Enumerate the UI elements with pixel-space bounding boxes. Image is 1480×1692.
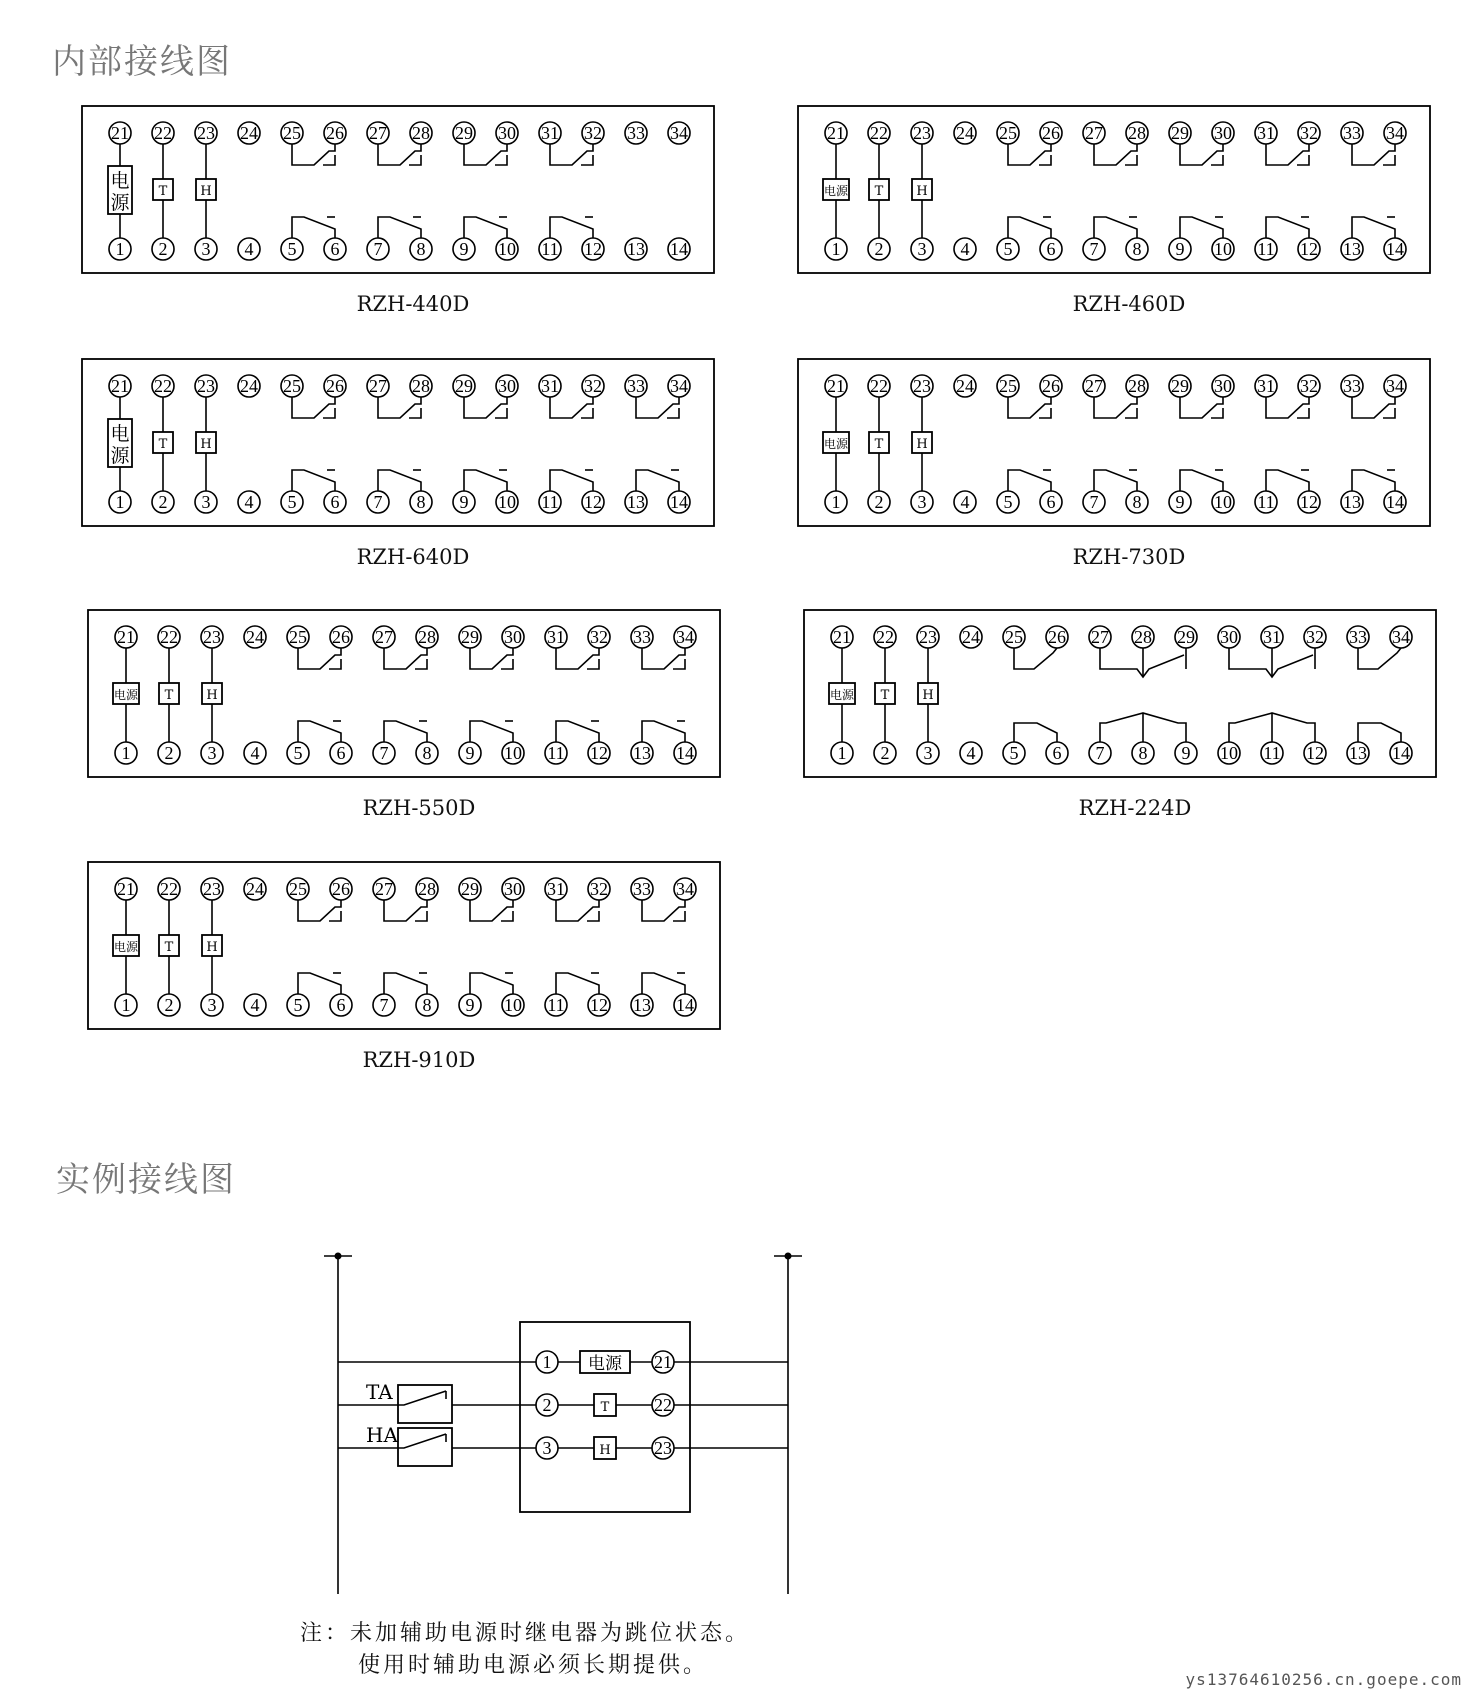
terminal-number: 4 <box>960 492 970 512</box>
terminal-number: 12 <box>1300 492 1318 512</box>
terminal-number: 28 <box>1134 627 1152 647</box>
terminal-number: 8 <box>1138 743 1148 763</box>
terminal-number: 25 <box>1005 627 1023 647</box>
terminal-number: 21 <box>111 123 129 143</box>
coil-label: T <box>874 184 884 199</box>
terminal-number: 30 <box>498 123 516 143</box>
terminal-number: 23 <box>197 123 215 143</box>
terminal-number: 24 <box>240 123 258 143</box>
terminal-number: 8 <box>422 995 432 1015</box>
coil-label: T <box>158 184 168 199</box>
terminal-number: 29 <box>1177 627 1195 647</box>
coil-label: H <box>599 1443 611 1458</box>
terminal-number: 5 <box>1009 743 1019 763</box>
terminal-number: 24 <box>962 627 980 647</box>
terminal-number: 24 <box>956 123 974 143</box>
terminal-number: 30 <box>1220 627 1238 647</box>
terminal-number: 29 <box>455 376 473 396</box>
terminal-number: 30 <box>1214 123 1232 143</box>
terminal-number: 3 <box>207 995 217 1015</box>
terminal-number: 21 <box>827 123 845 143</box>
coil-label: H <box>206 940 218 955</box>
terminal-number: 23 <box>919 627 937 647</box>
terminal-number: 13 <box>1343 492 1361 512</box>
terminal-number: 27 <box>1085 123 1103 143</box>
terminal-number: 22 <box>160 627 178 647</box>
power-label: 源 <box>110 192 130 214</box>
power-label: 电 <box>110 423 130 445</box>
terminal-number: 32 <box>590 627 608 647</box>
terminal-number: 24 <box>246 627 264 647</box>
power-label: 电源 <box>113 688 139 702</box>
terminal-number: 24 <box>240 376 258 396</box>
bus-node <box>335 1253 342 1260</box>
terminal-number: 10 <box>1220 743 1238 763</box>
terminal-number: 10 <box>504 743 522 763</box>
terminal-number: 7 <box>373 492 383 512</box>
terminal-number: 1 <box>831 239 841 259</box>
terminal-number: 11 <box>547 743 565 763</box>
coil-label: H <box>206 688 218 703</box>
terminal-number: 3 <box>207 743 217 763</box>
terminal-number: 11 <box>1257 492 1275 512</box>
terminal-number: 28 <box>412 123 430 143</box>
power-label: 电源 <box>588 1354 622 1374</box>
terminal-number: 5 <box>293 995 303 1015</box>
terminal-number: 2 <box>874 239 884 259</box>
coil-label: T <box>158 437 168 452</box>
coil-label: T <box>874 437 884 452</box>
terminal-number: 12 <box>590 995 608 1015</box>
terminal-number: 23 <box>203 627 221 647</box>
power-label: 电源 <box>829 688 855 702</box>
terminal-number: 6 <box>330 492 340 512</box>
terminal-number: 25 <box>283 376 301 396</box>
terminal-number: 6 <box>330 239 340 259</box>
terminal-number: 2 <box>158 492 168 512</box>
coil-label: H <box>200 184 212 199</box>
terminal-number: 11 <box>547 995 565 1015</box>
terminal-number: 28 <box>1128 376 1146 396</box>
wiring-diagram-rzh-440d <box>82 106 714 316</box>
terminal-number: 8 <box>422 743 432 763</box>
wiring-diagram-rzh-550d <box>88 610 720 820</box>
terminal-number: 23 <box>654 1438 672 1458</box>
power-label: 源 <box>110 445 130 467</box>
terminal-number: 13 <box>633 995 651 1015</box>
terminal-number: 32 <box>590 879 608 899</box>
terminal-number: 33 <box>633 879 651 899</box>
terminal-number: 29 <box>1171 376 1189 396</box>
terminal-number: 30 <box>504 627 522 647</box>
terminal-number: 22 <box>870 123 888 143</box>
terminal-number: 34 <box>1392 627 1410 647</box>
terminal-number: 34 <box>1386 376 1404 396</box>
terminal-number: 10 <box>1214 239 1232 259</box>
coil-label: T <box>600 1400 610 1415</box>
terminal-number: 3 <box>201 492 211 512</box>
terminal-number: 30 <box>498 376 516 396</box>
terminal-number: 14 <box>1392 743 1410 763</box>
terminal-number: 11 <box>1263 743 1281 763</box>
model-caption: RZH-730D <box>1072 545 1186 569</box>
terminal-number: 13 <box>627 492 645 512</box>
terminal-number: 27 <box>1091 627 1109 647</box>
terminal-number: 34 <box>670 123 688 143</box>
terminal-number: 32 <box>1300 123 1318 143</box>
terminal-number: 14 <box>676 995 694 1015</box>
terminal-number: 12 <box>584 492 602 512</box>
terminal-number: 3 <box>542 1438 552 1458</box>
terminal-number: 26 <box>326 123 344 143</box>
internal-wiring-title: 内部接线图 <box>52 42 232 82</box>
terminal-number: 34 <box>670 376 688 396</box>
terminal-number: 33 <box>627 123 645 143</box>
terminal-number: 14 <box>670 239 688 259</box>
terminal-number: 33 <box>1343 123 1361 143</box>
terminal-number: 28 <box>418 627 436 647</box>
terminal-number: 9 <box>1175 492 1185 512</box>
diagram-frame <box>798 359 1430 526</box>
terminal-number: 12 <box>1300 239 1318 259</box>
terminal-number: 27 <box>369 123 387 143</box>
terminal-number: 12 <box>584 239 602 259</box>
terminal-number: 31 <box>547 627 565 647</box>
wiring-diagram-rzh-224d <box>804 610 1436 820</box>
bus-node <box>785 1253 792 1260</box>
terminal-number: 34 <box>676 627 694 647</box>
model-caption: RZH-910D <box>362 1048 476 1072</box>
coil-label: T <box>880 688 890 703</box>
terminal-number: 21 <box>827 376 845 396</box>
terminal-number: 25 <box>289 879 307 899</box>
terminal-number: 14 <box>676 743 694 763</box>
terminal-number: 7 <box>379 995 389 1015</box>
note-line-2: 使用时辅助电源必须长期提供。 <box>358 1653 709 1678</box>
terminal-number: 29 <box>455 123 473 143</box>
terminal-number: 2 <box>158 239 168 259</box>
diagram-frame <box>798 106 1430 273</box>
terminal-number: 31 <box>541 376 559 396</box>
terminal-number: 12 <box>590 743 608 763</box>
terminal-number: 26 <box>1048 627 1066 647</box>
terminal-number: 7 <box>1095 743 1105 763</box>
terminal-number: 5 <box>287 239 297 259</box>
terminal-number: 31 <box>1263 627 1281 647</box>
terminal-number: 33 <box>627 376 645 396</box>
terminal-number: 26 <box>332 879 350 899</box>
terminal-number: 8 <box>416 492 426 512</box>
diagram-frame <box>804 610 1436 777</box>
terminal-number: 6 <box>336 743 346 763</box>
terminal-number: 14 <box>670 492 688 512</box>
terminal-number: 23 <box>913 376 931 396</box>
terminal-number: 4 <box>244 492 254 512</box>
terminal-number: 11 <box>541 492 559 512</box>
terminal-number: 31 <box>1257 123 1275 143</box>
terminal-number: 10 <box>498 239 516 259</box>
terminal-number: 32 <box>1300 376 1318 396</box>
terminal-number: 4 <box>960 239 970 259</box>
terminal-number: 1 <box>121 743 131 763</box>
terminal-number: 21 <box>117 627 135 647</box>
model-caption: RZH-224D <box>1078 796 1192 820</box>
power-label: 电源 <box>113 940 139 954</box>
terminal-number: 22 <box>154 376 172 396</box>
coil-label: H <box>200 437 212 452</box>
terminal-number: 3 <box>917 492 927 512</box>
terminal-number: 21 <box>654 1352 672 1372</box>
terminal-number: 30 <box>1214 376 1232 396</box>
diagram-frame <box>88 862 720 1029</box>
example-wiring-diagram <box>324 1253 802 1595</box>
terminal-number: 1 <box>115 492 125 512</box>
terminal-number: 28 <box>1128 123 1146 143</box>
terminal-number: 6 <box>1046 492 1056 512</box>
terminal-number: 11 <box>1257 239 1275 259</box>
terminal-number: 8 <box>1132 492 1142 512</box>
terminal-number: 10 <box>498 492 516 512</box>
model-caption: RZH-640D <box>356 545 470 569</box>
terminal-number: 9 <box>465 743 475 763</box>
terminal-number: 2 <box>542 1395 552 1415</box>
terminal-number: 7 <box>1089 239 1099 259</box>
diagram-frame <box>88 610 720 777</box>
terminal-number: 7 <box>379 743 389 763</box>
note-line-1: 注：未加辅助电源时继电器为跳位状态。 <box>300 1621 751 1646</box>
terminal-number: 22 <box>870 376 888 396</box>
terminal-number: 1 <box>121 995 131 1015</box>
terminal-number: 34 <box>1386 123 1404 143</box>
terminal-number: 29 <box>461 879 479 899</box>
terminal-number: 1 <box>831 492 841 512</box>
terminal-number: 9 <box>1175 239 1185 259</box>
terminal-number: 6 <box>336 995 346 1015</box>
terminal-number: 30 <box>504 879 522 899</box>
terminal-number: 4 <box>966 743 976 763</box>
diagram-frame <box>82 359 714 526</box>
footer-url: ys13764610256.cn.goepe.com <box>1185 1670 1462 1689</box>
terminal-number: 24 <box>956 376 974 396</box>
wiring-diagram-rzh-730d <box>798 359 1430 569</box>
terminal-number: 25 <box>999 123 1017 143</box>
terminal-number: 7 <box>1089 492 1099 512</box>
terminal-number: 23 <box>197 376 215 396</box>
terminal-number: 33 <box>633 627 651 647</box>
terminal-number: 7 <box>373 239 383 259</box>
terminal-number: 3 <box>923 743 933 763</box>
terminal-number: 21 <box>833 627 851 647</box>
terminal-number: 27 <box>369 376 387 396</box>
terminal-number: 26 <box>1042 123 1060 143</box>
terminal-number: 27 <box>375 627 393 647</box>
terminal-number: 5 <box>1003 492 1013 512</box>
terminal-number: 26 <box>326 376 344 396</box>
terminal-number: 28 <box>412 376 430 396</box>
terminal-number: 14 <box>1386 239 1404 259</box>
coil-label: H <box>916 437 928 452</box>
terminal-number: 26 <box>1042 376 1060 396</box>
coil-label: H <box>922 688 934 703</box>
terminal-number: 1 <box>115 239 125 259</box>
terminal-number: 6 <box>1052 743 1062 763</box>
wiring-diagram-rzh-640d <box>82 359 714 569</box>
terminal-number: 21 <box>117 879 135 899</box>
terminal-number: 3 <box>917 239 927 259</box>
terminal-number: 22 <box>160 879 178 899</box>
terminal-number: 29 <box>461 627 479 647</box>
terminal-number: 4 <box>250 995 260 1015</box>
terminal-number: 31 <box>541 123 559 143</box>
terminal-number: 10 <box>1214 492 1232 512</box>
terminal-number: 23 <box>203 879 221 899</box>
terminal-number: 13 <box>1349 743 1367 763</box>
terminal-number: 9 <box>459 492 469 512</box>
power-label: 电 <box>110 170 130 192</box>
terminal-number: 5 <box>293 743 303 763</box>
terminal-number: 33 <box>1349 627 1367 647</box>
terminal-number: 4 <box>244 239 254 259</box>
terminal-number: 4 <box>250 743 260 763</box>
terminal-number: 21 <box>111 376 129 396</box>
terminal-number: 32 <box>584 123 602 143</box>
terminal-number: 27 <box>1085 376 1103 396</box>
terminal-number: 23 <box>913 123 931 143</box>
terminal-number: 2 <box>164 743 174 763</box>
terminal-number: 31 <box>547 879 565 899</box>
terminal-number: 33 <box>1343 376 1361 396</box>
wiring-diagram-rzh-910d <box>88 862 720 1072</box>
terminal-number: 11 <box>541 239 559 259</box>
terminal-number: 9 <box>465 995 475 1015</box>
terminal-number: 1 <box>837 743 847 763</box>
terminal-number: 25 <box>283 123 301 143</box>
model-caption: RZH-460D <box>1072 292 1186 316</box>
power-label: 电源 <box>823 437 849 451</box>
terminal-number: 2 <box>880 743 890 763</box>
terminal-number: 28 <box>418 879 436 899</box>
switch-label: TA <box>366 1380 393 1404</box>
terminal-number: 10 <box>504 995 522 1015</box>
terminal-number: 27 <box>375 879 393 899</box>
model-caption: RZH-550D <box>362 796 476 820</box>
terminal-number: 2 <box>164 995 174 1015</box>
switch-label: HA <box>366 1423 398 1447</box>
terminal-number: 32 <box>1306 627 1324 647</box>
terminal-number: 24 <box>246 879 264 899</box>
terminal-number: 6 <box>1046 239 1056 259</box>
terminal-number: 2 <box>874 492 884 512</box>
terminal-number: 26 <box>332 627 350 647</box>
terminal-number: 12 <box>1306 743 1324 763</box>
terminal-number: 31 <box>1257 376 1275 396</box>
coil-label: H <box>916 184 928 199</box>
terminal-number: 32 <box>584 376 602 396</box>
terminal-number: 8 <box>1132 239 1142 259</box>
terminal-number: 13 <box>627 239 645 259</box>
terminal-number: 29 <box>1171 123 1189 143</box>
terminal-number: 34 <box>676 879 694 899</box>
terminal-number: 14 <box>1386 492 1404 512</box>
terminal-number: 22 <box>654 1395 672 1415</box>
diagram-frame <box>82 106 714 273</box>
terminal-number: 3 <box>201 239 211 259</box>
terminal-number: 22 <box>154 123 172 143</box>
coil-label: T <box>164 940 174 955</box>
terminal-number: 8 <box>416 239 426 259</box>
terminal-number: 5 <box>1003 239 1013 259</box>
coil-label: T <box>164 688 174 703</box>
terminal-number: 9 <box>459 239 469 259</box>
terminal-number: 5 <box>287 492 297 512</box>
terminal-number: 22 <box>876 627 894 647</box>
power-label: 电源 <box>823 184 849 198</box>
terminal-number: 9 <box>1181 743 1191 763</box>
terminal-number: 25 <box>289 627 307 647</box>
terminal-number: 13 <box>633 743 651 763</box>
terminal-number: 25 <box>999 376 1017 396</box>
wiring-diagram-rzh-460d <box>798 106 1430 316</box>
terminal-number: 13 <box>1343 239 1361 259</box>
model-caption: RZH-440D <box>356 292 470 316</box>
terminal-number: 1 <box>542 1352 552 1372</box>
example-wiring-title: 实例接线图 <box>56 1160 236 1200</box>
